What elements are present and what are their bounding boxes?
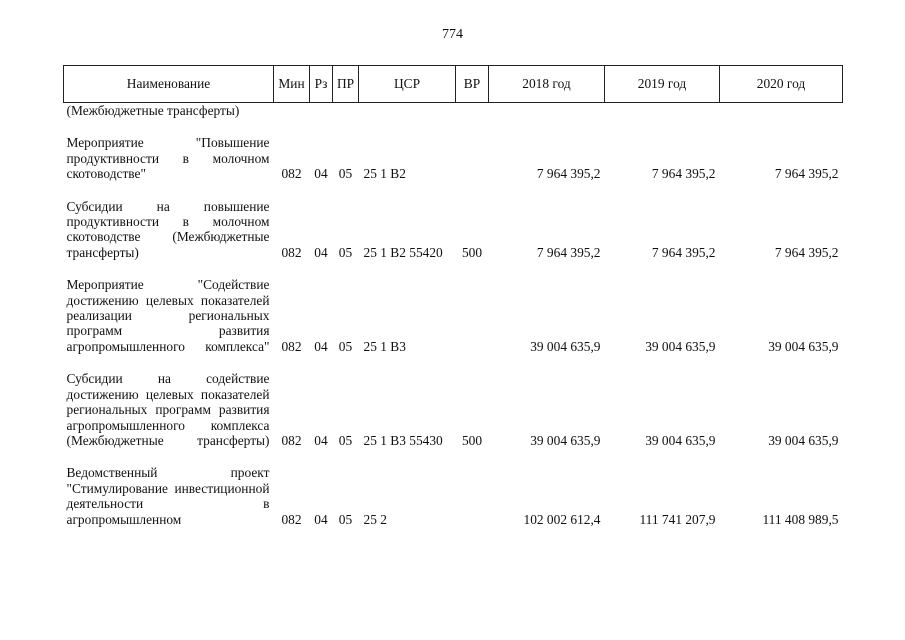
row-min: 082 bbox=[281, 432, 302, 448]
row-name: (Межбюджетные трансферты) bbox=[66, 103, 240, 118]
budget-table bbox=[63, 65, 843, 527]
table-header bbox=[64, 66, 843, 103]
table-row bbox=[64, 135, 843, 181]
row-spacer bbox=[64, 354, 843, 371]
row-pr: 05 bbox=[338, 511, 353, 527]
table-row bbox=[64, 103, 843, 119]
row-name: Мероприятие "Содействие достижению целевых показателей реализации региональных программ развития агропромышленного комплекса" bbox=[66, 277, 270, 354]
row-min bbox=[274, 103, 310, 119]
row-2020: 7 964 395,2 bbox=[774, 244, 839, 260]
table-row bbox=[64, 465, 843, 527]
row-min: 082 bbox=[281, 166, 302, 182]
table-row bbox=[64, 199, 843, 261]
row-name: Субсидии на содействие достижению целевых показателей региональных программ развития агропромышленного комплекса (Межбюджетные трансферты) bbox=[66, 371, 270, 448]
row-pr bbox=[333, 103, 359, 119]
row-2020 bbox=[720, 103, 843, 119]
row-2020: 7 964 395,2 bbox=[774, 166, 839, 182]
table-row bbox=[64, 277, 843, 354]
row-vr bbox=[456, 103, 489, 119]
row-2019: 7 964 395,2 bbox=[651, 166, 716, 182]
row-vr: 500 bbox=[461, 244, 483, 260]
header-min: Мин bbox=[274, 66, 310, 103]
row-name: Субсидии на повышение продуктивности в молочном скотоводстве (Межбюджетные трансферты) bbox=[66, 198, 270, 260]
row-pr: 05 bbox=[338, 244, 353, 260]
row-csr: 25 1 B2 bbox=[363, 166, 406, 182]
row-vr: 500 bbox=[461, 432, 483, 448]
row-name: Мероприятие "Повышение продуктивности в молочном скотоводстве" bbox=[66, 135, 270, 182]
row-2018: 39 004 635,9 bbox=[530, 338, 601, 354]
row-rz: 04 bbox=[314, 338, 328, 354]
row-spacer bbox=[64, 448, 843, 465]
header-pr: ПР bbox=[333, 66, 359, 103]
row-spacer bbox=[64, 118, 843, 135]
row-pr: 05 bbox=[338, 338, 353, 354]
row-csr: 25 1 B2 55420 bbox=[363, 244, 443, 260]
row-min: 082 bbox=[281, 244, 302, 260]
row-2019: 111 741 207,9 bbox=[639, 511, 716, 527]
row-rz: 04 bbox=[314, 166, 328, 182]
table-row bbox=[64, 371, 843, 448]
row-rz: 04 bbox=[314, 432, 328, 448]
row-vr bbox=[456, 135, 489, 181]
header-rz: Рз bbox=[310, 66, 333, 103]
header-2019: 2019 год bbox=[605, 66, 720, 103]
table-body bbox=[64, 103, 843, 527]
row-2019 bbox=[605, 103, 720, 119]
page-number: 774 bbox=[442, 27, 463, 42]
row-min: 082 bbox=[281, 338, 302, 354]
row-2020: 111 408 989,5 bbox=[762, 511, 839, 527]
header-2018: 2018 год bbox=[489, 66, 605, 103]
row-rz bbox=[310, 103, 333, 119]
row-spacer bbox=[64, 260, 843, 277]
row-2018: 102 002 612,4 bbox=[523, 511, 601, 527]
row-csr: 25 1 B3 55430 bbox=[363, 432, 443, 448]
row-2019: 39 004 635,9 bbox=[645, 338, 716, 354]
row-2019: 7 964 395,2 bbox=[651, 244, 716, 260]
row-rz: 04 bbox=[314, 511, 328, 527]
row-csr: 25 2 bbox=[363, 511, 387, 527]
row-2018: 7 964 395,2 bbox=[536, 166, 601, 182]
header-csr: ЦСР bbox=[359, 66, 456, 103]
row-vr bbox=[456, 465, 489, 527]
row-vr bbox=[456, 277, 489, 354]
row-2018 bbox=[489, 103, 605, 119]
row-2020: 39 004 635,9 bbox=[768, 338, 839, 354]
row-min: 082 bbox=[281, 511, 302, 527]
row-csr: 25 1 B3 bbox=[363, 338, 406, 354]
header-2020: 2020 год bbox=[720, 66, 843, 103]
header-name: Наименование bbox=[64, 66, 274, 103]
row-2018: 7 964 395,2 bbox=[536, 244, 601, 260]
header-row bbox=[64, 66, 843, 103]
row-name: Ведомственный проект "Стимулирование инвестиционной деятельности в агропромышленном bbox=[66, 465, 270, 527]
row-2020: 39 004 635,9 bbox=[768, 432, 839, 448]
row-csr bbox=[359, 103, 456, 119]
row-2018: 39 004 635,9 bbox=[530, 432, 601, 448]
row-rz: 04 bbox=[314, 244, 328, 260]
row-2019: 39 004 635,9 bbox=[645, 432, 716, 448]
row-pr: 05 bbox=[338, 432, 353, 448]
row-spacer bbox=[64, 182, 843, 199]
header-vr: ВР bbox=[456, 66, 489, 103]
row-pr: 05 bbox=[338, 166, 353, 182]
